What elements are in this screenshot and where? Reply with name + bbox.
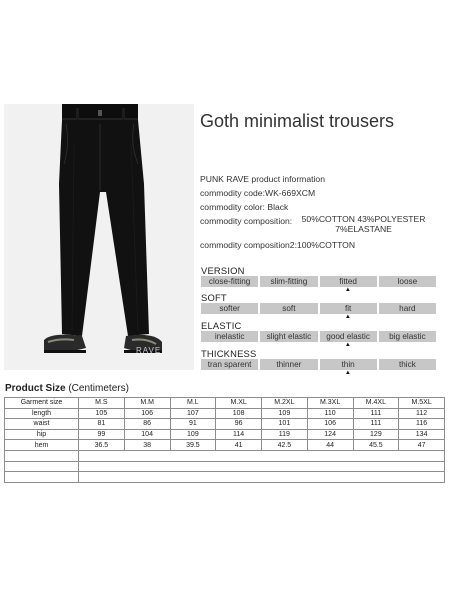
attr-version: [201, 265, 436, 294]
size-header-cell: M.5XL: [399, 398, 445, 409]
table-cell: 129: [353, 429, 399, 440]
table-cell: 106: [307, 419, 353, 430]
row-label-cell: waist: [5, 419, 79, 430]
table-cell: 39.5: [170, 440, 216, 451]
table-row: [5, 440, 445, 451]
table-row-empty: [5, 461, 445, 472]
table-cell-empty: [79, 461, 445, 472]
attr-option: inelastic: [201, 331, 258, 342]
row-label-cell: hip: [5, 429, 79, 440]
commodity-color-value: Black: [267, 202, 289, 212]
table-cell: 96: [216, 419, 262, 430]
row-label-cell: length: [5, 408, 79, 419]
table-row: [5, 429, 445, 440]
attr-option: fitted: [320, 276, 377, 287]
table-cell: 42.5: [262, 440, 308, 451]
row-label-cell: hem: [5, 440, 79, 451]
table-cell: 112: [399, 408, 445, 419]
size-header-cell: M.L: [170, 398, 216, 409]
attr-option: soft: [260, 303, 317, 314]
table-row: [5, 408, 445, 419]
attr-option: thinner: [260, 359, 317, 370]
size-header-cell: M.XL: [216, 398, 262, 409]
row-label-cell: [5, 461, 79, 472]
commodity-composition: commodity composition: 50%COTTON 43%POLYESTER 7%ELASTANE: [200, 214, 445, 234]
table-cell: 109: [170, 429, 216, 440]
table-cell: 109: [262, 408, 308, 419]
table-cell: 134: [399, 429, 445, 440]
table-cell: 45.5: [353, 440, 399, 451]
marker-triangle-icon: ▲: [344, 370, 351, 376]
size-header-cell: M.M: [124, 398, 170, 409]
attr-heading: ELASTIC: [201, 320, 242, 331]
table-cell-empty: [79, 472, 445, 483]
attr-thickness: [201, 348, 436, 377]
table-cell: 124: [307, 429, 353, 440]
attr-marker: [201, 370, 436, 377]
table-cell: 111: [353, 408, 399, 419]
attr-option: tran sparent: [201, 359, 258, 370]
attr-option: thick: [379, 359, 436, 370]
trousers-illustration: [4, 104, 194, 370]
table-row-empty: [5, 450, 445, 461]
commodity-composition2: commodity composition2: 100%COTTON: [200, 240, 356, 250]
attr-heading: THICKNESS: [201, 348, 257, 359]
attr-option: good elastic: [320, 331, 377, 342]
attr-heading: SOFT: [201, 292, 227, 303]
attr-option: slim-fitting: [260, 276, 317, 287]
commodity-color: commodity color: Black: [200, 202, 289, 212]
product-title: Goth minimalist trousers: [200, 111, 395, 131]
size-header-cell: M.4XL: [353, 398, 399, 409]
attr-elastic: [201, 320, 436, 349]
table-cell: 36.5: [79, 440, 125, 451]
attr-option: loose: [379, 276, 436, 287]
table-cell: 114: [216, 429, 262, 440]
table-cell: 107: [170, 408, 216, 419]
attr-option: fit: [320, 303, 377, 314]
table-cell: 47: [399, 440, 445, 451]
table-cell: 105: [79, 408, 125, 419]
commodity-code: commodity code: WK-669XCM: [200, 188, 316, 198]
product-info: [200, 172, 445, 252]
watermark: RAVE: [136, 346, 162, 355]
row-label-cell: [5, 472, 79, 483]
attr-option: close-fitting: [201, 276, 258, 287]
table-row: [5, 419, 445, 430]
table-header-row: [5, 398, 445, 409]
attr-option: big elastic: [379, 331, 436, 342]
commodity-composition-value: 50%COTTON 43%POLYESTER 7%ELASTANE: [301, 214, 426, 234]
table-cell: 91: [170, 419, 216, 430]
table-cell: 104: [124, 429, 170, 440]
size-header-cell: M.S: [79, 398, 125, 409]
commodity-composition2-value: 100%COTTON: [296, 240, 356, 250]
attr-option: slight elastic: [260, 331, 317, 342]
table-cell: 119: [262, 429, 308, 440]
header-cell: Garment size: [5, 398, 79, 409]
marker-triangle-icon: ▲: [344, 342, 351, 348]
size-header-cell: M.2XL: [262, 398, 308, 409]
table-row-empty: [5, 472, 445, 483]
commodity-code-value: WK-669XCM: [264, 188, 316, 198]
attr-option: hard: [379, 303, 436, 314]
attr-option: thin: [320, 359, 377, 370]
size-chart-title: Product Size (Centimeters): [5, 383, 129, 394]
product-photo: [4, 104, 194, 370]
table-cell: 99: [79, 429, 125, 440]
brand-line: PUNK RAVE product information: [200, 174, 325, 184]
table-cell: 110: [307, 408, 353, 419]
marker-triangle-icon: ▲: [344, 314, 351, 320]
table-cell: 41: [216, 440, 262, 451]
table-cell: 116: [399, 419, 445, 430]
table-cell: 101: [262, 419, 308, 430]
table-cell: 38: [124, 440, 170, 451]
table-cell-empty: [79, 450, 445, 461]
table-cell: 81: [79, 419, 125, 430]
attr-heading: VERSION: [201, 265, 245, 276]
table-cell: 111: [353, 419, 399, 430]
table-cell: 106: [124, 408, 170, 419]
table-cell: 44: [307, 440, 353, 451]
table-cell: 108: [216, 408, 262, 419]
attr-soft: [201, 292, 436, 321]
marker-triangle-icon: ▲: [344, 287, 351, 293]
size-table: [4, 397, 445, 483]
row-label-cell: [5, 450, 79, 461]
table-cell: 86: [124, 419, 170, 430]
size-header-cell: M.3XL: [307, 398, 353, 409]
attr-option: softer: [201, 303, 258, 314]
